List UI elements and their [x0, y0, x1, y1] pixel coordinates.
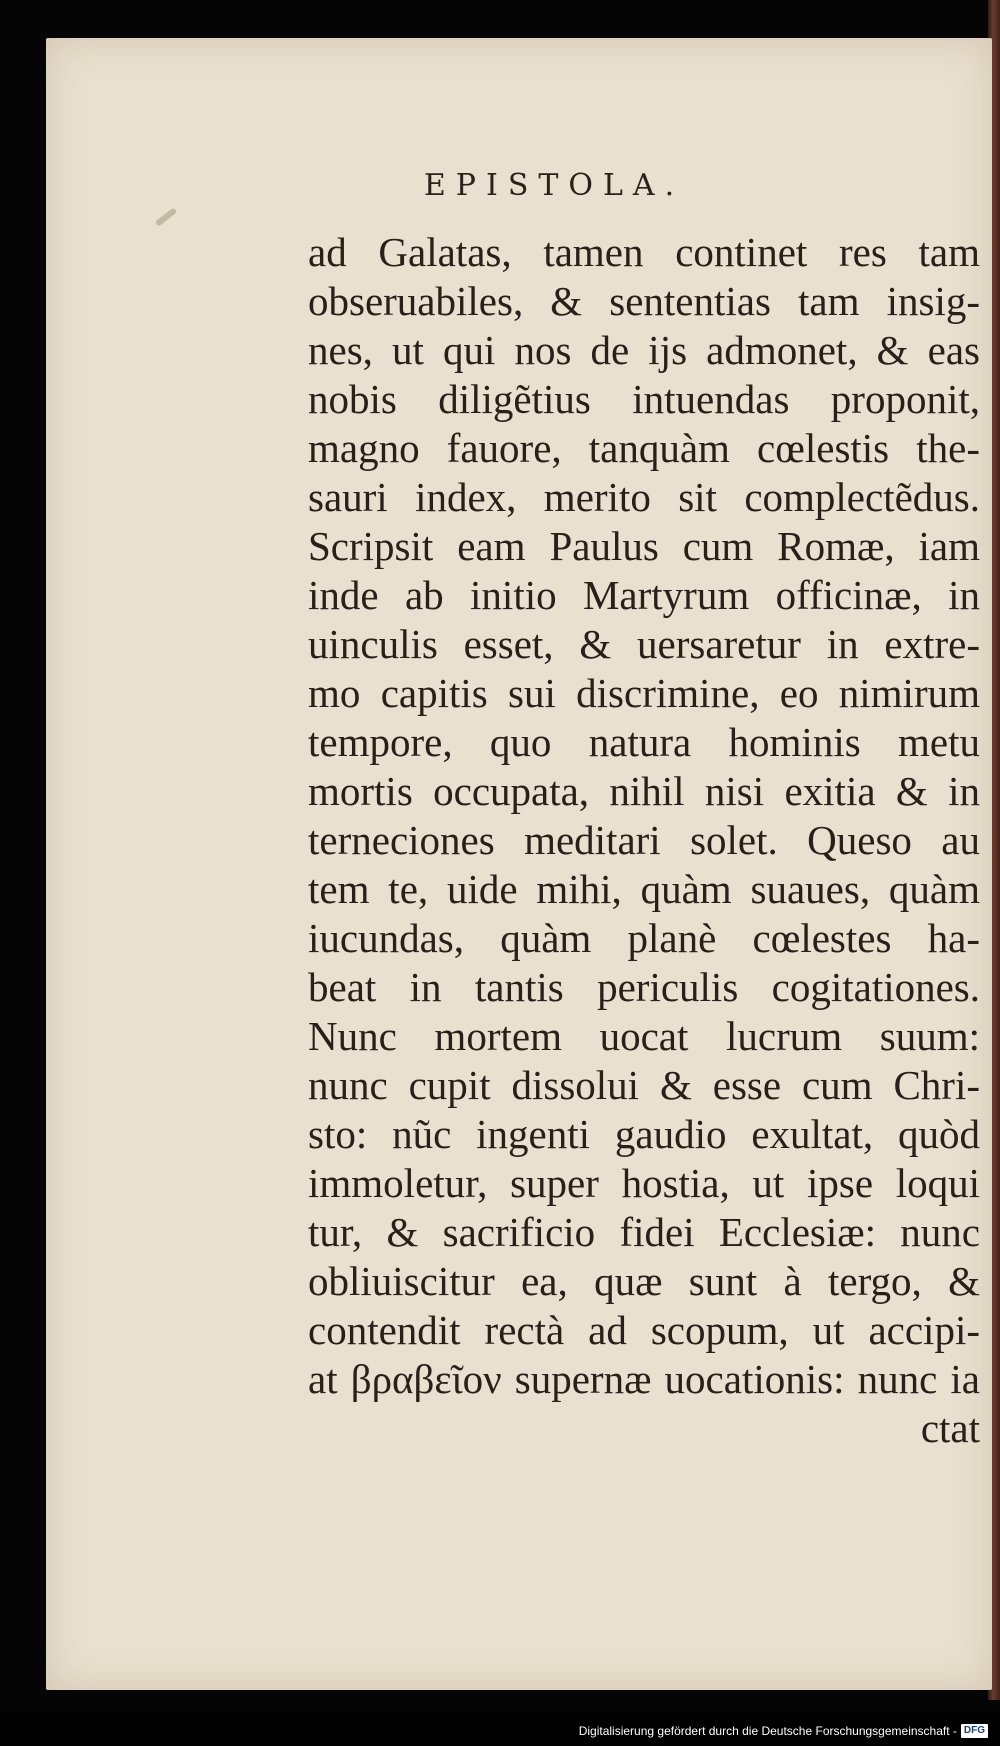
text-line: terneciones meditari solet. Queso au: [308, 817, 980, 863]
margin-stain: [155, 207, 178, 227]
book-page: [46, 38, 992, 1690]
text-line: iucundas, quàm planè cœlestes ha-: [308, 915, 980, 961]
text-line: contendit rectà ad scopum, ut accipi-: [308, 1307, 980, 1353]
digitization-credit: [579, 1724, 988, 1738]
text-line: sto: nũc ingenti gaudio exultat, quòd: [308, 1111, 980, 1157]
text-line: tur, & sacrificio fidei Ecclesiæ: nunc: [308, 1209, 980, 1255]
text-line: tempore, quo natura hominis metu: [308, 719, 980, 765]
text-line: ad Galatas, tamen continet res tam: [308, 229, 980, 275]
text-line: mortis occupata, nihil nisi exitia & in: [308, 768, 980, 814]
text-line: nes, ut qui nos de ijs admonet, & eas: [308, 327, 980, 373]
credit-text: Digitalisierung gefördert durch die Deutsche Forschungsgemeinschaft -: [578, 1724, 957, 1738]
text-line: beat in tantis periculis cogitationes.: [308, 964, 980, 1010]
text-line: at βραβεῖον supernæ uocationis: nunc ia: [308, 1356, 980, 1402]
dfg-logo-icon: DFG: [961, 1724, 988, 1738]
text-line: uinculis esset, & uersaretur in extre-: [308, 621, 980, 667]
text-line: nunc cupit dissolui & esse cum Chri-: [308, 1062, 980, 1108]
text-line: magno fauore, tanquàm cœlestis the-: [308, 425, 980, 471]
footer-bar: [0, 1712, 1000, 1746]
text-line: inde ab initio Martyrum officinæ, in: [308, 572, 980, 618]
running-head: EPISTOLA.: [423, 168, 685, 203]
text-block: [308, 228, 980, 1453]
text-line: tem te, uide mihi, quàm suaues, quàm: [308, 866, 980, 912]
text-line: sauri index, merito sit complectẽdus.: [308, 474, 980, 520]
text-line: Nunc mortem uocat lucrum suum:: [308, 1013, 980, 1059]
text-line: mo capitis sui discrimine, eo nimirum: [308, 670, 980, 716]
text-line: immoletur, super hostia, ut ipse loqui: [308, 1160, 980, 1206]
text-line: obseruabiles, & sententias tam insig-: [308, 278, 980, 324]
text-line: nobis diligẽtius intuendas proponit,: [308, 376, 980, 422]
text-line: obliuiscitur ea, quæ sunt à tergo, &: [308, 1258, 980, 1304]
text-line: Scripsit eam Paulus cum Romæ, iam: [308, 523, 980, 569]
catchword: ctat: [920, 1405, 980, 1451]
